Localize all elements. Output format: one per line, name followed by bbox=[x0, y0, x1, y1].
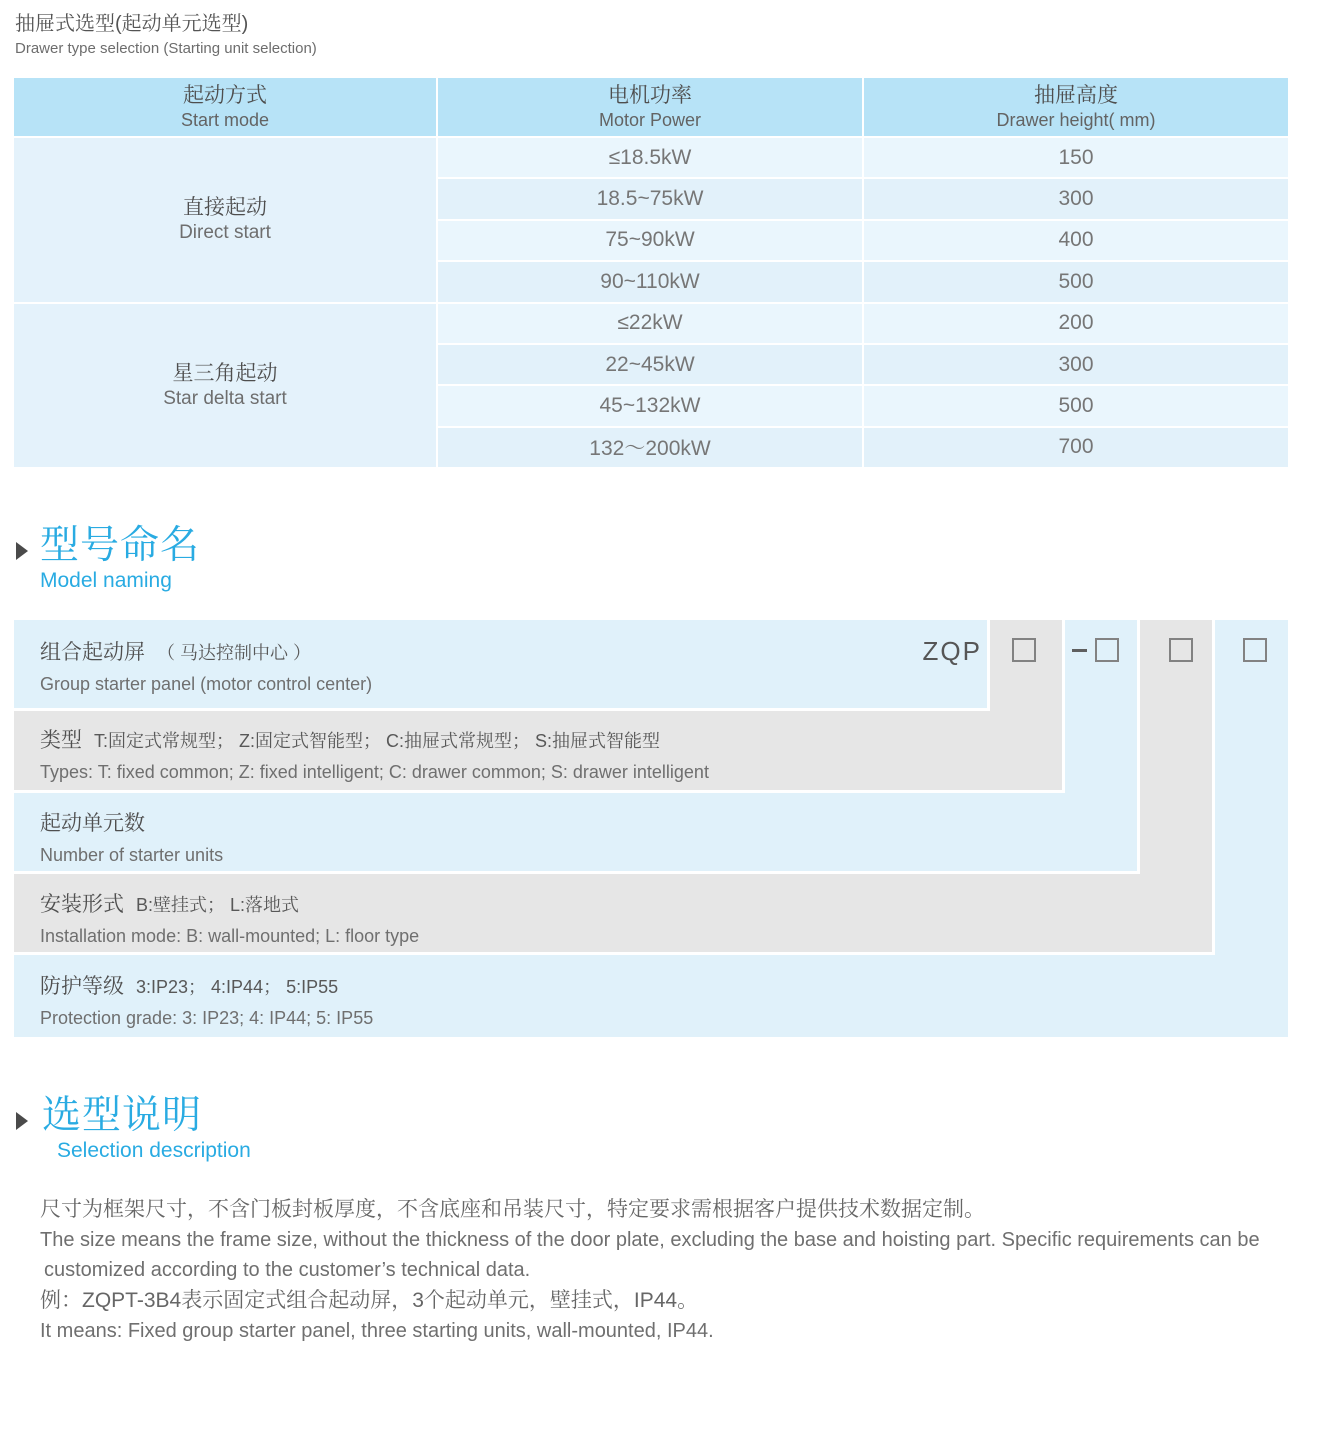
band3-en: Installation mode: B: wall-mounted; L: floor type bbox=[40, 926, 420, 946]
header-start-mode bbox=[14, 78, 436, 136]
band2-en: Number of starter units bbox=[40, 845, 224, 865]
header-start-mode-en: Start mode bbox=[180, 110, 270, 130]
desc-en-line3: It means: Fixed group starter panel, three starting units, wall-mounted, IP44. bbox=[40, 1320, 714, 1342]
header-drawer-height-en: Drawer height( mm) bbox=[996, 110, 1156, 130]
page-title bbox=[15, 12, 317, 60]
height-cell: 300 bbox=[864, 179, 1288, 218]
mode-direct-zh: 直接起动 bbox=[183, 196, 267, 220]
band-starter-units-text bbox=[40, 807, 223, 866]
header-drawer-height bbox=[864, 78, 1288, 136]
code-box-units bbox=[1095, 638, 1119, 662]
power-cell: 45~132kW bbox=[438, 386, 862, 425]
band-types-text bbox=[40, 724, 709, 783]
selection-heading-zh: 选型说明 bbox=[42, 1094, 203, 1137]
model-naming-heading bbox=[40, 524, 200, 594]
desc-en-line2: customized according to the customer’s technical data. bbox=[44, 1259, 531, 1281]
code-box-protection bbox=[1243, 638, 1267, 662]
drawer-selection-table bbox=[14, 78, 1288, 467]
power-cell: 18.5~75kW bbox=[438, 179, 862, 218]
band1-detail-zh: T:固定式常规型； Z:固定式智能型； C:抽屉式常规型； S:抽屉式智能型 bbox=[94, 731, 661, 751]
band-group-starter-text bbox=[40, 636, 372, 695]
model-naming-diagram bbox=[14, 620, 1288, 1037]
desc-en-line1: The size means the frame size, without the thickness of the door plate, excluding the base and hoisting part. Specific requirements can be bbox=[40, 1229, 1260, 1251]
mode-direct-en: Direct start bbox=[179, 222, 271, 244]
band4-label-zh: 防护等级 bbox=[40, 975, 124, 998]
band4-detail-zh: 3:IP23； 4:IP44； 5:IP55 bbox=[136, 977, 339, 997]
section-arrow-icon bbox=[16, 1112, 28, 1130]
height-cell: 300 bbox=[864, 345, 1288, 384]
page-title-en: Drawer type selection (Starting unit selection) bbox=[15, 40, 317, 57]
code-box-type bbox=[1012, 638, 1036, 662]
desc-zh-line2: 例：ZQPT-3B4表示固定式组合起动屏，3个起动单元，壁挂式，IP44。 bbox=[40, 1289, 699, 1312]
band3-detail-zh: B:壁挂式； L:落地式 bbox=[136, 895, 300, 915]
height-cell: 500 bbox=[864, 386, 1288, 425]
code-dash bbox=[1072, 649, 1087, 652]
band4-en: Protection grade: 3: IP23; 4: IP44; 5: IP55 bbox=[40, 1008, 374, 1028]
header-motor-power bbox=[438, 78, 862, 136]
power-cell: ≤18.5kW bbox=[438, 138, 862, 177]
header-drawer-height-zh: 抽屉高度 bbox=[1034, 84, 1118, 107]
band2-label-zh: 起动单元数 bbox=[40, 812, 145, 835]
power-cell: ≤22kW bbox=[438, 304, 862, 343]
mode-cell-star-delta bbox=[14, 304, 436, 468]
band3-label-zh: 安装形式 bbox=[40, 893, 124, 916]
height-cell: 500 bbox=[864, 262, 1288, 301]
height-cell: 700 bbox=[864, 428, 1288, 467]
band0-label-zh: 组合起动屏 bbox=[40, 641, 145, 664]
model-naming-heading-zh: 型号命名 bbox=[40, 524, 201, 567]
section-arrow-icon bbox=[16, 542, 28, 560]
height-cell: 400 bbox=[864, 221, 1288, 260]
header-motor-power-en: Motor Power bbox=[598, 110, 702, 130]
page-title-zh: 抽屉式选型(起动单元选型) bbox=[15, 13, 249, 35]
power-cell: 75~90kW bbox=[438, 221, 862, 260]
band0-detail-zh: （ 马达控制中心 ） bbox=[157, 643, 312, 663]
power-cell: 132～200kW bbox=[438, 428, 862, 467]
mode-star-delta-zh: 星三角起动 bbox=[172, 361, 278, 385]
height-cell: 150 bbox=[864, 138, 1288, 177]
selection-heading-en: Selection description bbox=[57, 1139, 251, 1162]
selection-description-heading bbox=[42, 1094, 251, 1164]
header-start-mode-zh: 起动方式 bbox=[183, 84, 267, 107]
band0-en: Group starter panel (motor control center) bbox=[40, 674, 373, 694]
model-naming-heading-en: Model naming bbox=[40, 569, 172, 592]
band1-en: Types: T: fixed common; Z: fixed intelligent; C: drawer common; S: drawer intelligent bbox=[40, 762, 709, 782]
selection-description-body bbox=[40, 1194, 1290, 1346]
band-installation-text bbox=[40, 888, 419, 947]
height-cell: 200 bbox=[864, 304, 1288, 343]
power-cell: 90~110kW bbox=[438, 262, 862, 301]
desc-zh-line1: 尺寸为框架尺寸，不含门板封板厚度，不含底座和吊装尺寸，特定要求需根据客户提供技术数据定制。 bbox=[40, 1198, 985, 1221]
header-motor-power-zh: 电机功率 bbox=[608, 84, 692, 107]
band-protection-text bbox=[40, 970, 373, 1029]
mode-star-delta-en: Star delta start bbox=[163, 387, 287, 409]
code-box-installation bbox=[1169, 638, 1193, 662]
model-code-prefix: ZQP bbox=[922, 636, 982, 666]
mode-cell-direct-start bbox=[14, 138, 436, 302]
power-cell: 22~45kW bbox=[438, 345, 862, 384]
band1-label-zh: 类型 bbox=[40, 729, 82, 752]
